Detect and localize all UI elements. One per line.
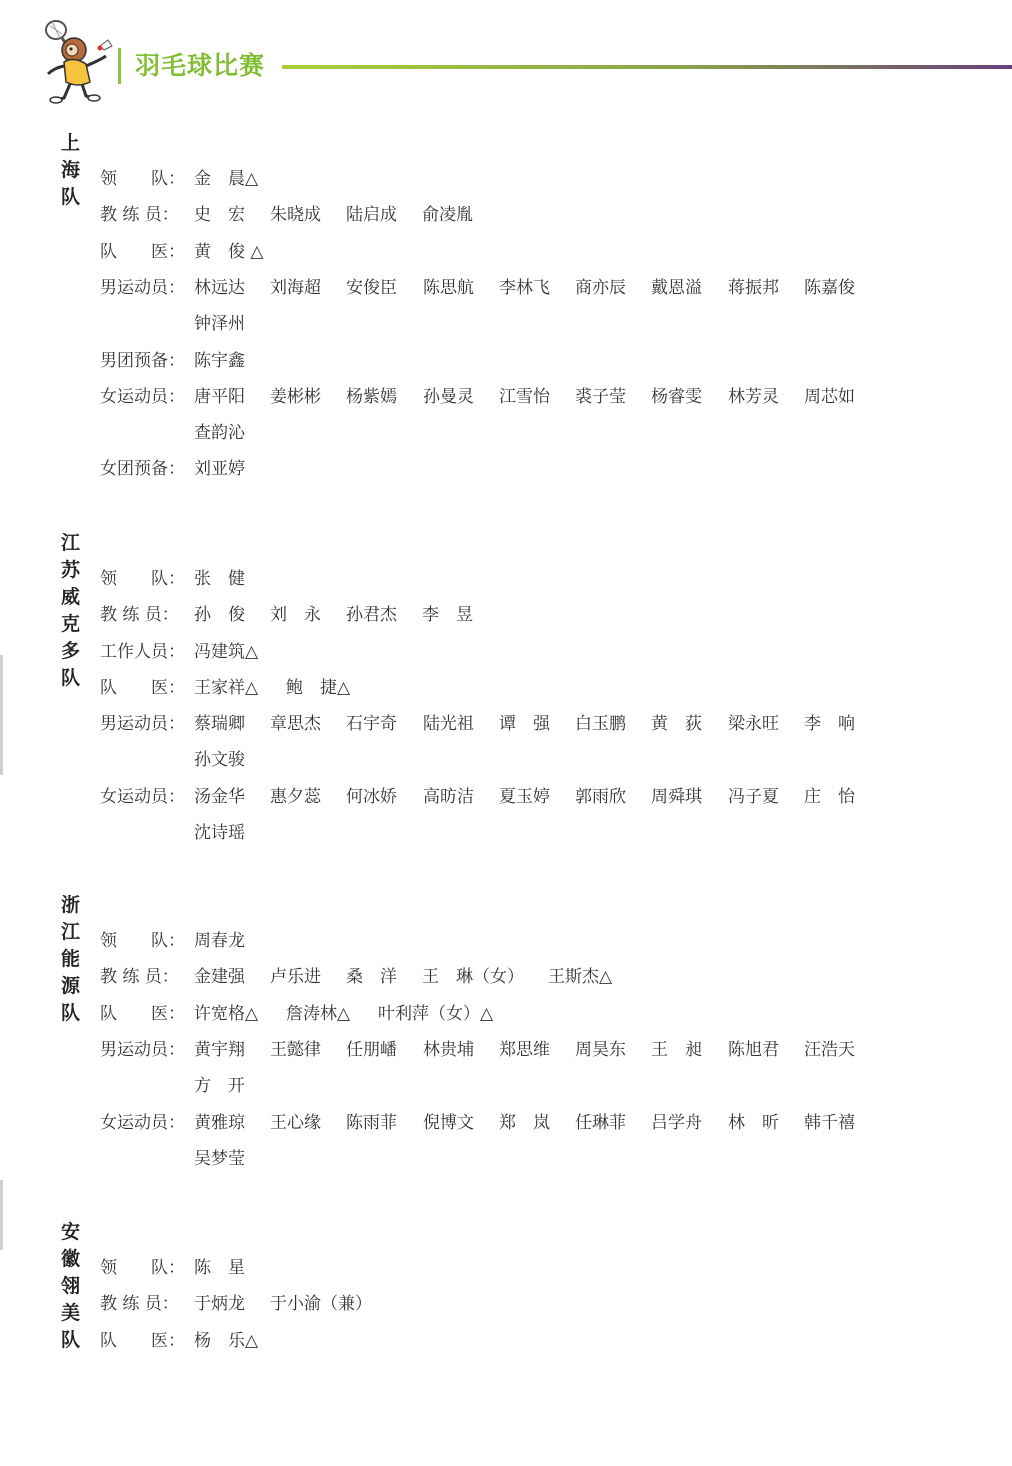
member-name: 唐平阳: [194, 386, 245, 407]
member-name: 周春龙: [194, 931, 245, 951]
member-name: 查韵沁: [194, 423, 245, 444]
member-name: 陈嘉俊: [804, 277, 855, 298]
member-name: 俞凌胤: [422, 205, 473, 226]
member-name: 金 晨△: [194, 169, 259, 189]
member-name: 叶利萍（女）△: [378, 1003, 494, 1024]
member-name: 卢乐进: [270, 967, 321, 988]
badminton-mascot-icon: [34, 16, 114, 104]
member-name: 王心缘: [270, 1112, 321, 1133]
member-name: 孙君杰: [346, 605, 397, 626]
member-name: 鲍 捷△: [286, 677, 351, 698]
member-name: 孙曼灵: [423, 386, 474, 407]
team-name: 江苏威克多队: [61, 532, 81, 689]
member-name: 杨紫嫣: [346, 386, 397, 407]
member-name: 陆启成: [346, 205, 397, 226]
member-name: 汪浩天: [804, 1039, 855, 1060]
member-name: 郑思维: [499, 1039, 550, 1060]
member-name: 于小渝（兼）: [270, 1294, 372, 1315]
page-edge-mark: [0, 655, 3, 775]
member-name: 吕学舟: [651, 1112, 702, 1133]
member-name: 郑 岚: [499, 1112, 550, 1133]
member-name: 林远达: [194, 277, 245, 298]
member-name: 周芯如: [804, 386, 855, 407]
member-name: 周舜琪: [651, 786, 702, 807]
team-name: 浙江能源队: [61, 894, 81, 1024]
member-name: 陈宇鑫: [194, 350, 245, 371]
member-name: 韩千禧: [804, 1112, 855, 1133]
member-name: 吴梦莹: [194, 1148, 245, 1169]
role-label: 领 队：: [100, 569, 185, 589]
member-name: 高昉洁: [423, 786, 474, 807]
member-name: 王家祥△: [194, 677, 259, 698]
member-name: 陆光祖: [423, 714, 474, 735]
section-title: 羽毛球比赛: [118, 48, 265, 84]
member-name: 史 宏: [194, 205, 245, 226]
member-name: 刘 永: [270, 605, 321, 626]
role-label: 队 医：: [100, 1330, 185, 1351]
member-name: 汤金华: [194, 786, 245, 807]
role-label: 队 医：: [100, 1003, 185, 1024]
member-name: 商亦辰: [575, 277, 626, 298]
role-label: 女运动员：: [100, 786, 185, 807]
member-name: 安俊臣: [346, 277, 397, 298]
role-label: 领 队：: [100, 1258, 185, 1278]
member-name: 林贵埔: [423, 1039, 474, 1060]
member-name: 张 健: [194, 569, 245, 589]
team-name: 安徽翎美队: [61, 1221, 81, 1351]
member-name: 夏玉婷: [499, 786, 550, 807]
role-label: 男运动员：: [100, 1039, 185, 1060]
member-name: 王 琳（女）: [422, 967, 524, 988]
member-name: 王斯杰△: [548, 967, 613, 988]
role-label: 教 练 员：: [100, 605, 179, 626]
role-label: 队 医：: [100, 677, 185, 698]
member-name: 黄 俊 △: [194, 241, 264, 262]
member-name: 陈 星: [194, 1258, 245, 1278]
member-name: 方 开: [194, 1076, 245, 1097]
member-name: 王 昶: [651, 1039, 702, 1060]
member-name: 任朋嶓: [346, 1039, 397, 1060]
member-name: 白玉鹏: [575, 714, 626, 735]
member-name: 冯建筑△: [194, 641, 259, 662]
member-name: 裘子莹: [575, 386, 626, 407]
member-name: 陈雨菲: [346, 1112, 397, 1133]
role-label: 领 队：: [100, 931, 185, 951]
member-name: 倪博文: [423, 1112, 474, 1133]
member-name: 王懿律: [270, 1039, 321, 1060]
role-label: 男团预备：: [100, 350, 185, 371]
member-name: 沈诗瑶: [194, 823, 245, 844]
member-name: 惠夕蕊: [270, 786, 321, 807]
member-name: 刘亚婷: [194, 459, 245, 480]
member-name: 石宇奇: [346, 714, 397, 735]
role-label: 教 练 员：: [100, 205, 179, 226]
member-name: 郭雨欣: [575, 786, 626, 807]
member-name: 林 昕: [728, 1112, 779, 1133]
header-divider: [282, 65, 1012, 69]
member-name: 李林飞: [499, 277, 550, 298]
role-label: 女团预备：: [100, 459, 185, 480]
member-name: 许宽格△: [194, 1003, 259, 1024]
member-name: 庄 怡: [804, 786, 855, 807]
role-label: 工作人员：: [100, 641, 185, 662]
member-name: 李 响: [804, 714, 855, 735]
member-name: 何冰娇: [346, 786, 397, 807]
member-name: 冯子夏: [728, 786, 779, 807]
member-name: 江雪怡: [499, 386, 550, 407]
member-name: 于炳龙: [194, 1294, 245, 1315]
member-name: 孙文骏: [194, 750, 245, 771]
member-name: 章思杰: [270, 714, 321, 735]
role-label: 女运动员：: [100, 1112, 185, 1133]
member-name: 钟泽州: [194, 314, 245, 335]
role-label: 领 队：: [100, 169, 185, 189]
page-edge-mark: [0, 1180, 3, 1250]
member-name: 梁永旺: [728, 714, 779, 735]
member-name: 詹涛林△: [286, 1003, 351, 1024]
member-name: 姜彬彬: [270, 386, 321, 407]
member-name: 孙 俊: [194, 605, 245, 626]
page-header: [0, 0, 1012, 110]
member-name: 谭 强: [499, 714, 550, 735]
role-label: 教 练 员：: [100, 967, 179, 988]
member-name: 刘海超: [270, 277, 321, 298]
member-name: 杨 乐△: [194, 1330, 259, 1351]
member-name: 蒋振邦: [728, 277, 779, 298]
member-name: 蔡瑞卿: [194, 714, 245, 735]
member-name: 黄 荻: [651, 714, 702, 735]
role-label: 队 医：: [100, 241, 185, 262]
member-name: 杨睿雯: [651, 386, 702, 407]
role-label: 男运动员：: [100, 714, 185, 735]
member-name: 李 昱: [422, 605, 473, 626]
member-name: 黄雅琼: [194, 1112, 245, 1133]
member-name: 桑 洋: [346, 967, 397, 988]
member-name: 金建强: [194, 967, 245, 988]
role-label: 教 练 员：: [100, 1294, 179, 1315]
member-name: 林芳灵: [728, 386, 779, 407]
role-label: 女运动员：: [100, 386, 185, 407]
role-label: 男运动员：: [100, 277, 185, 298]
member-name: 陈旭君: [728, 1039, 779, 1060]
member-name: 黄宇翔: [194, 1039, 245, 1060]
member-name: 朱晓成: [270, 205, 321, 226]
member-name: 周昊东: [575, 1039, 626, 1060]
member-name: 陈思航: [423, 277, 474, 298]
team-name: 上海队: [61, 132, 81, 208]
member-name: 任琳菲: [575, 1112, 626, 1133]
member-name: 戴恩溢: [651, 277, 702, 298]
